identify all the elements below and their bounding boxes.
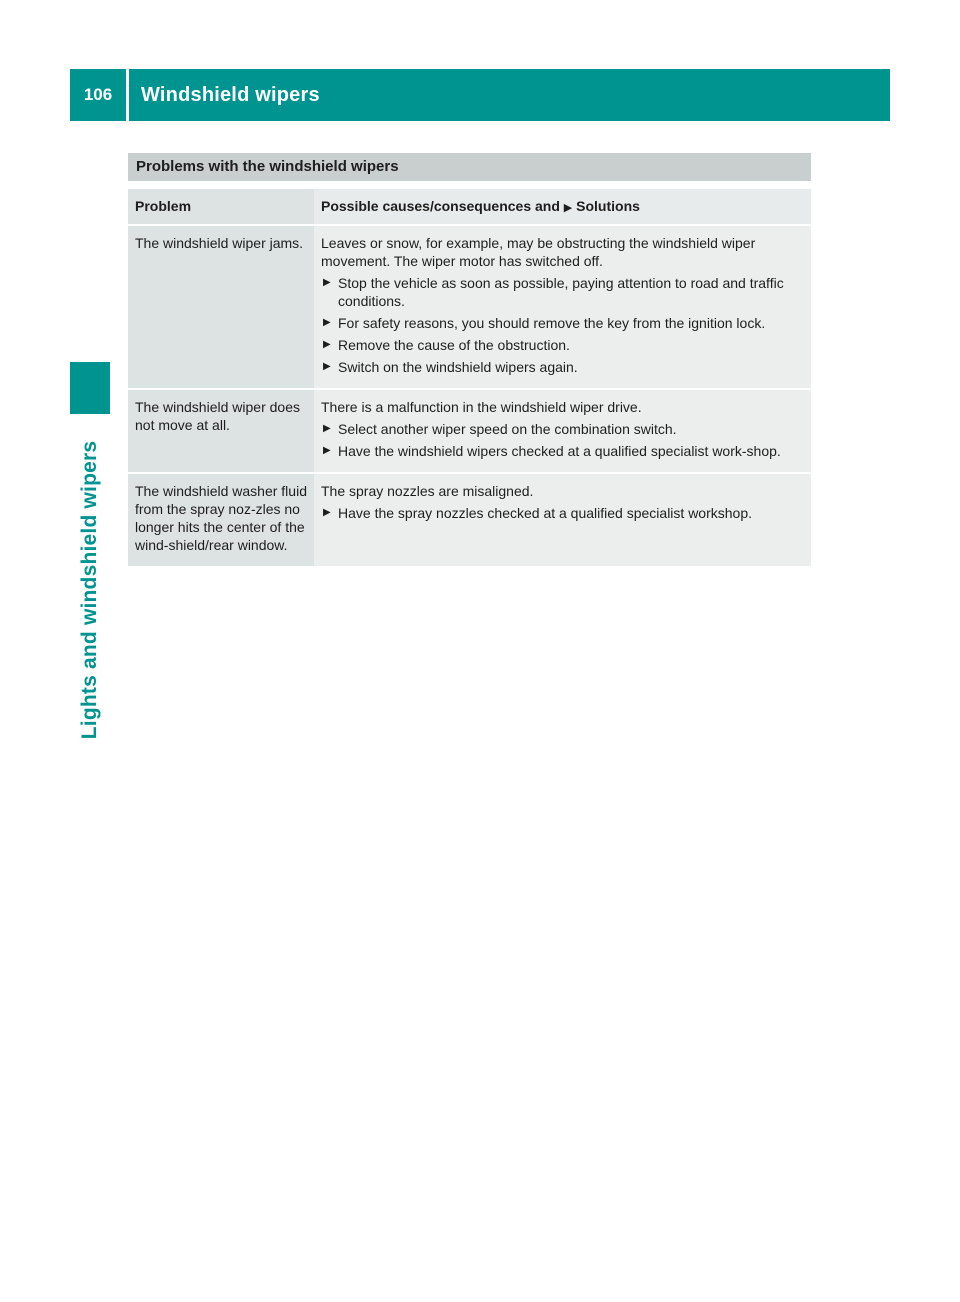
table-header-row [128,189,811,225]
solution-step-text: Select another wiper speed on the combination switch. [338,421,677,437]
problem-cell: The windshield wiper does not move at all. [128,389,314,473]
cause-text: Leaves or snow, for example, may be obstructing the windshield wiper movement. The wiper motor has switched off. [321,235,756,269]
side-tab-block [70,362,110,414]
section-title: Problems with the windshield wipers [128,153,811,181]
arrow-right-icon: ▶ [323,507,331,518]
solution-step [321,442,804,460]
solution-step [321,336,804,354]
solution-step-text: Remove the cause of the obstruction. [338,337,570,353]
arrow-right-icon: ▶ [323,277,331,288]
problem-cell: The windshield washer fluid from the spray noz-zles no longer hits the center of the wind-shield/rear window. [128,473,314,566]
cause-text: The spray nozzles are misaligned. [321,483,534,499]
solution-step-text: Switch on the windshield wipers again. [338,359,578,375]
table-row [128,473,811,566]
arrow-right-icon: ▶ [563,202,573,214]
arrow-right-icon: ▶ [323,317,331,328]
solution-step [321,274,804,310]
solution-step-text: Have the windshield wipers checked at a qualified specialist work-shop. [338,443,781,459]
arrow-right-icon: ▶ [323,423,331,434]
page-title: Windshield wipers [141,83,320,106]
solution-step-text: Stop the vehicle as soon as possible, paying attention to road and traffic conditions. [338,275,784,309]
column-header-problem: Problem [128,189,314,225]
column-header-solutions-post: Solutions [576,198,640,214]
solution-step [321,420,804,438]
problem-cell: The windshield wiper jams. [128,225,314,389]
table-row [128,225,811,389]
column-header-solutions [314,189,811,225]
problems-table [128,189,811,566]
cause-text: There is a malfunction in the windshield wiper drive. [321,399,642,415]
side-tab-label: Lights and windshield wipers [78,440,101,740]
solutions-cell [314,225,811,389]
header-divider [126,69,129,121]
solution-step [321,504,804,522]
arrow-right-icon: ▶ [323,445,331,456]
solution-step-text: Have the spray nozzles checked at a qualified specialist workshop. [338,505,752,521]
problems-section [128,153,811,566]
page-number: 106 [83,85,113,104]
solutions-cell [314,389,811,473]
solution-step-text: For safety reasons, you should remove the key from the ignition lock. [338,315,766,331]
solution-step [321,314,804,332]
arrow-right-icon: ▶ [323,361,331,372]
column-header-solutions-pre: Possible causes/consequences and [321,198,560,214]
solution-step [321,358,804,376]
solutions-cell [314,473,811,566]
arrow-right-icon: ▶ [323,339,331,350]
table-row [128,389,811,473]
